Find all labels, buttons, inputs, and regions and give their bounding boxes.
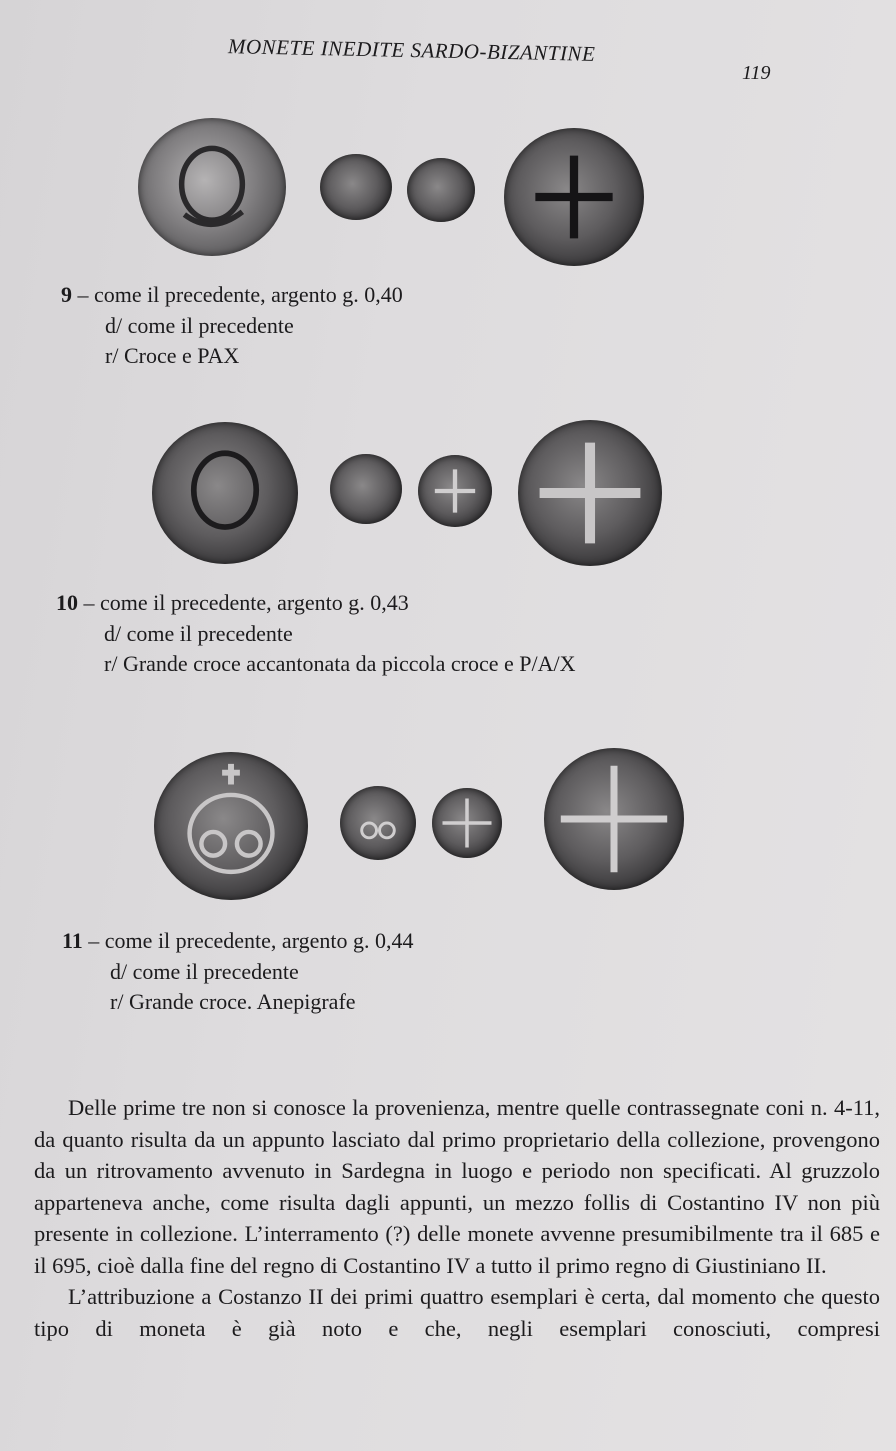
entry-obverse: d/ come il precedente <box>105 312 294 338</box>
entry-description: come il precedente, argento g. 0,44 <box>104 928 414 953</box>
coin-obverse-image <box>340 786 416 860</box>
coin-obverse-enlarged-image <box>154 752 308 900</box>
coin-obverse-enlarged-image <box>152 422 298 564</box>
entry-description: come il precedente, argento g. 0,43 <box>100 590 409 615</box>
coin-reverse-image <box>407 158 475 222</box>
entry-reverse: r/ Grande croce accantonata da piccola croce e P/A/X <box>104 651 576 676</box>
body-paragraph: L’attribuzione a Costanzo II dei primi quattro esemplari è certa, dal momento che questo tipo di moneta è già noto e che, negli esemplari conosciuti, compresi <box>34 1284 880 1341</box>
coin-reverse-image <box>418 455 492 527</box>
catalog-entry-9 <box>61 280 403 372</box>
catalog-entry-11 <box>62 926 414 1018</box>
entry-obverse: d/ come il precedente <box>104 620 293 646</box>
entry-reverse: r/ Grande croce. Anepigrafe <box>110 989 356 1014</box>
coin-obverse-image <box>330 454 402 524</box>
coin-obverse-enlarged-image <box>138 118 286 256</box>
body-paragraph: Delle prime tre non si conosce la provenienza, mentre quelle contrassegnate coni n. 4-11, da quanto risulta da un appunto lasciato dal primo proprietario della collezione, provengono da un ritrovamento avvenuto in Sardegna in luogo e periodo non specificati. Al gruzzolo apparteneva anche, come risulta dagli appunti, un mezzo follis di Costantino IV non più presente in collezione. L’interramento (?) delle monete avvenne presumibilmente tra il 685 e il 695, cioè dalla fine del regno di Costantino IV a tutto il primo regno di Giustiniano II. <box>34 1095 880 1278</box>
entry-number: 11 <box>62 928 83 953</box>
coin-reverse-enlarged-image <box>504 128 644 266</box>
body-text <box>34 1092 880 1344</box>
entry-dash: – <box>88 928 100 953</box>
running-header: MONETE INEDITE SARDO-BIZANTINE <box>227 34 596 66</box>
entry-dash: – <box>83 590 95 615</box>
entry-number: 10 <box>56 590 78 615</box>
entry-number: 9 <box>61 282 72 307</box>
entry-dash: – <box>77 282 89 307</box>
coin-obverse-image <box>320 154 392 220</box>
entry-obverse: d/ come il precedente <box>110 958 299 984</box>
entry-description: come il precedente, argento g. 0,40 <box>94 282 403 307</box>
page-number: 119 <box>742 62 771 84</box>
coin-reverse-image <box>432 788 502 858</box>
catalog-entry-10 <box>56 588 576 680</box>
coin-reverse-enlarged-image <box>518 420 662 566</box>
coin-reverse-enlarged-image <box>544 748 684 890</box>
entry-reverse: r/ Croce e PAX <box>105 343 240 368</box>
